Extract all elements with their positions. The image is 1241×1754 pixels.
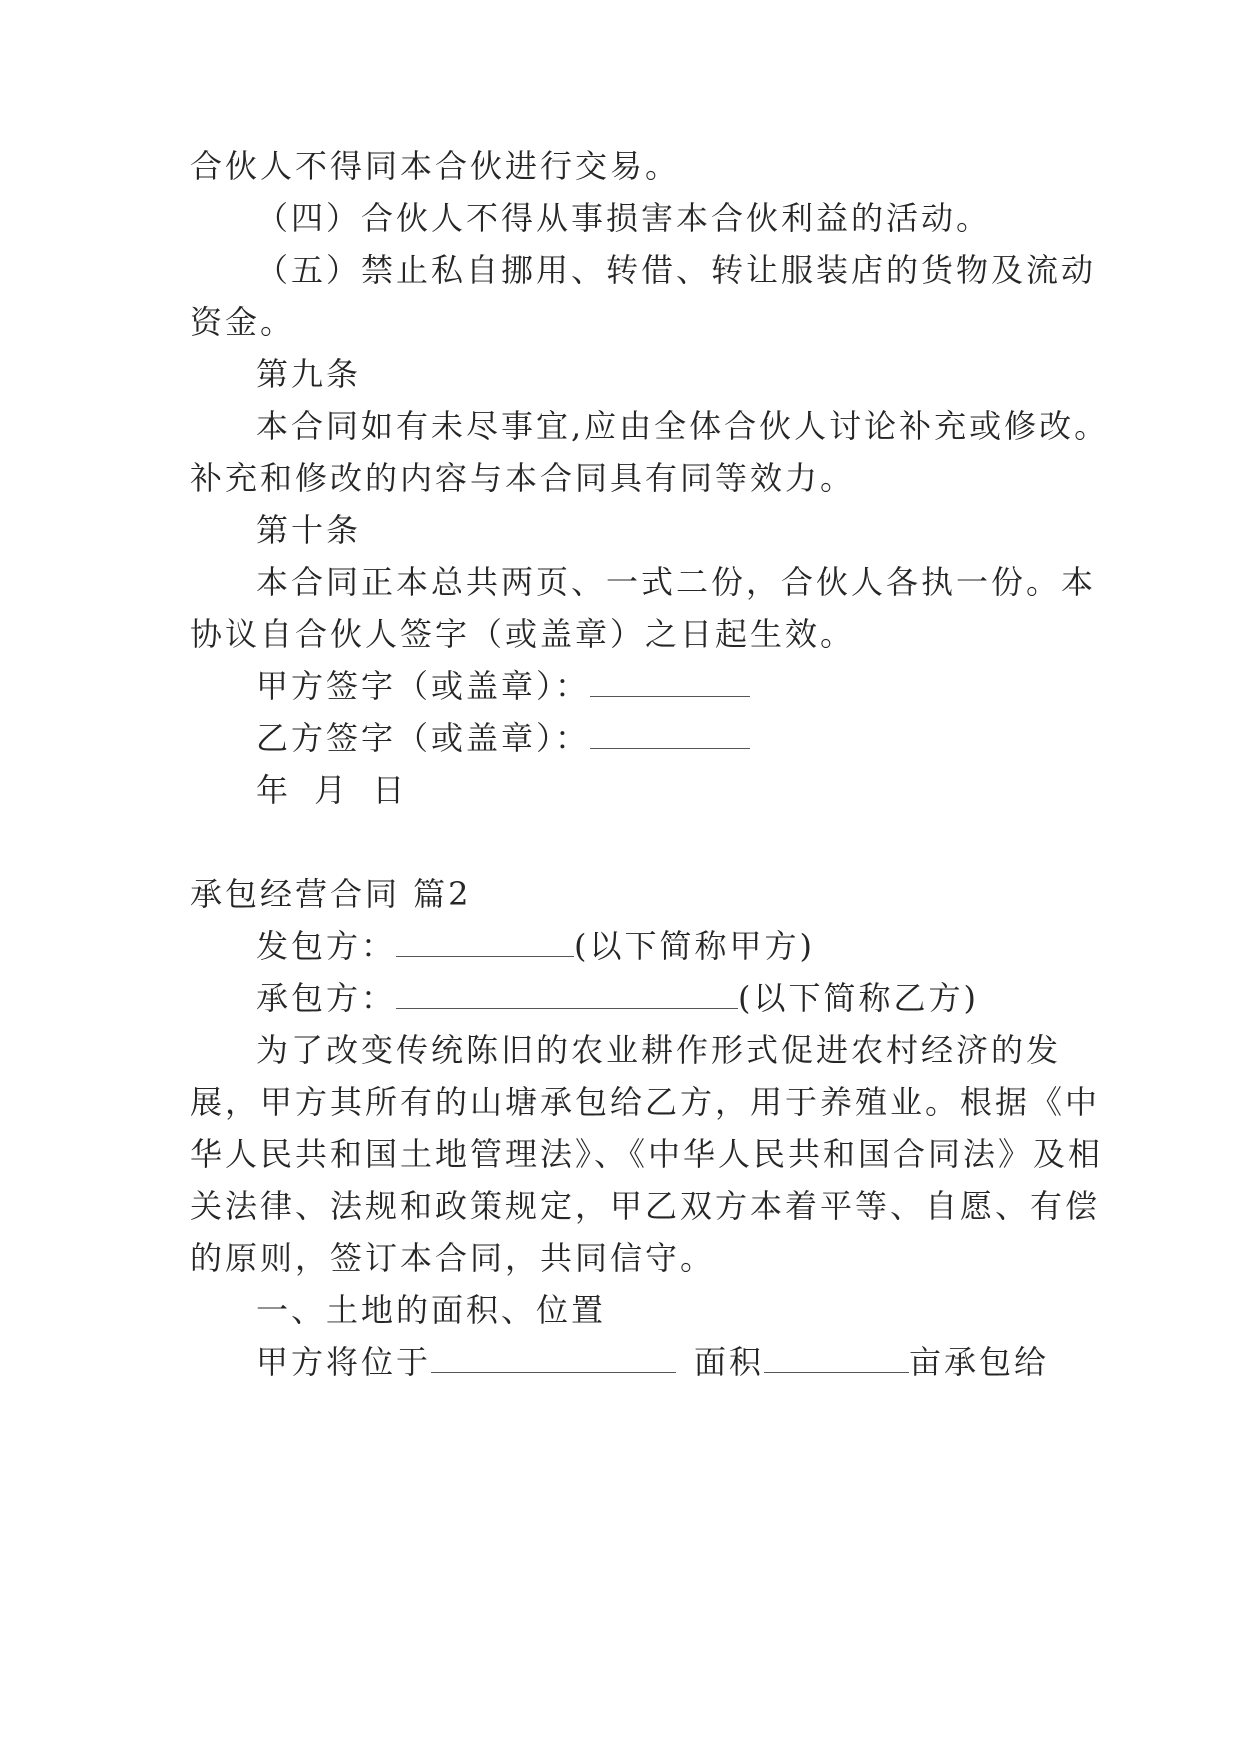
paragraph-line: 补充和修改的内容与本合同具有同等效力。 [190, 459, 856, 497]
preamble-line: 关法律、法规和政策规定，甲乙双方本着平等、自愿、有偿 [190, 1187, 1101, 1225]
preamble-line: 展，甲方其所有的山塘承包给乙方，用于养殖业。根据《中 [190, 1083, 1101, 1121]
party-a-signature [256, 666, 750, 706]
clause-four: （四）合伙人不得从事损害本合伙利益的活动。 [256, 199, 992, 237]
contractee-label: 承包方： [256, 979, 397, 1017]
contractee-blank[interactable] [396, 982, 738, 1009]
signature-blank[interactable] [590, 722, 750, 749]
clause-five: （五）禁止私自挪用、转借、转让服装店的货物及流动 [256, 251, 1097, 289]
paragraph-line: 合伙人不得同本合伙进行交易。 [190, 147, 681, 185]
area-label: 面积 [694, 1343, 765, 1381]
contractor-blank[interactable] [396, 930, 574, 957]
article-ten-text: 本合同正本总共两页、一式二份，合伙人各执一份。本 [256, 563, 1097, 601]
signature-blank[interactable] [590, 670, 750, 697]
paragraph-line: 协议自合伙人签字（或盖章）之日起生效。 [190, 615, 856, 653]
area-blank[interactable] [764, 1346, 909, 1373]
paragraph-line: 资金。 [190, 303, 296, 341]
section-heading: 承包经营合同 篇2 [190, 875, 472, 913]
contractee-line [256, 978, 979, 1018]
contractor-note: (以下简称甲方) [574, 927, 815, 965]
preamble-line: 的原则，签订本合同，共同信守。 [190, 1239, 716, 1277]
contractee-note: (以下简称乙方) [738, 979, 979, 1017]
party-b-signature [256, 718, 750, 758]
article-ten-heading: 第十条 [256, 511, 362, 549]
party-b-signature-label: 乙方签字（或盖章）： [256, 719, 591, 757]
location-label: 甲方将位于 [256, 1343, 432, 1381]
article-nine-text: 本合同如有未尽事宜,应由全体合伙人讨论补充或修改。 [256, 407, 1110, 445]
location-line [256, 1342, 1049, 1382]
section-one-heading: 一、土地的面积、位置 [256, 1291, 607, 1329]
location-blank[interactable] [431, 1346, 676, 1373]
party-a-signature-label: 甲方签字（或盖章）： [256, 667, 591, 705]
date-line: 年 月 日 [256, 771, 408, 809]
contractor-label: 发包方： [256, 927, 397, 965]
preamble-line: 为了改变传统陈旧的农业耕作形式促进农村经济的发 [256, 1031, 1062, 1069]
mu-label: 亩承包给 [909, 1343, 1050, 1381]
contractor-line [256, 926, 815, 966]
preamble-line: 华人民共和国土地管理法》、《中华人民共和国合同法》及相 [190, 1135, 1104, 1173]
article-nine-heading: 第九条 [256, 355, 362, 393]
